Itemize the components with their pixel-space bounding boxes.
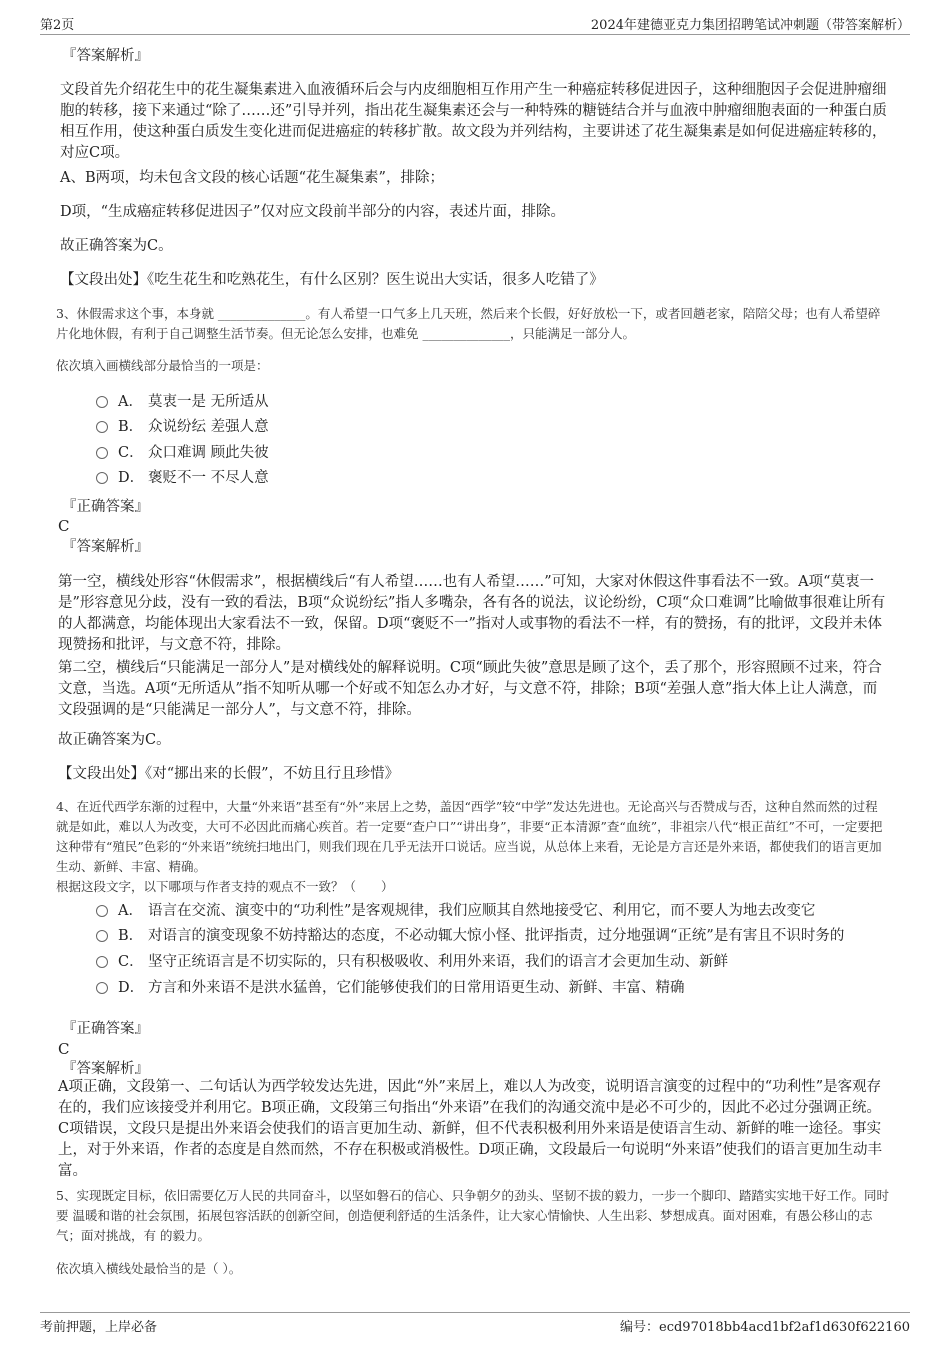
radio-icon[interactable] <box>96 930 108 942</box>
option-a[interactable]: A． 莫衷一是 无所适从 <box>96 391 269 413</box>
question-stem: 3、休假需求这个事，本身就 ______________。有人希望一口气多上几天班，然后来个长假，好好放松一下，或者回趟老家，陪陪父母；也有人希望碎片化地休假，有利于自己调整生活节奏。但无论怎么安排，也难免 ______________，只能满足一部分人。 <box>56 306 881 341</box>
option-b[interactable]: B． 众说纷纭 差强人意 <box>96 416 269 438</box>
analysis-paragraph: 故正确答案为C。 <box>58 732 171 748</box>
document-title: 2024年建德亚克力集团招聘笔试冲刺题（带答案解析） <box>590 18 910 33</box>
analysis-paragraph: D项，“生成癌症转移促进因子”仅对应文段前半部分的内容，表述片面，排除。 <box>60 204 565 220</box>
page-number: 第2页 <box>40 18 75 33</box>
question-prompt: 根据这段文字，以下哪项与作者支持的观点不一致？（ ） <box>56 879 394 894</box>
source-citation: 【文段出处】《吃生花生和吃熟花生，有什么区别？医生说出大实话，很多人吃错了》 <box>60 272 604 288</box>
document-id: 编号：ecd97018bb4acd1bf2af1d630f622160 <box>620 1320 910 1335</box>
option-c[interactable]: C． 众口难调 顾此失彼 <box>96 442 269 464</box>
radio-icon[interactable] <box>96 447 108 459</box>
answer-tag: 『正确答案』 <box>62 499 149 515</box>
analysis-paragraph: A、B两项，均未包含文段的核心话题“花生凝集素”，排除； <box>60 170 444 186</box>
analysis-paragraph: 第二空，横线后“只能满足一部分人”是对横线处的解释说明。C项“顾此失彼”意思是顾了这个，丢了那个，形容照顾不过来，符合文意，当选。A项“无所适从”指不知听从哪一个好或不知怎么办才好，与文意不符，排除；B项“差强人意”指大体上让人满意，而文段强调的是“只能满足一部分人”，与文意不符，排除。 <box>58 660 882 718</box>
analysis-tag: 『答案解析』 <box>62 1061 149 1077</box>
radio-icon[interactable] <box>96 956 108 968</box>
analysis-paragraph: 文段首先介绍花生中的花生凝集素进入血液循环后会与内皮细胞相互作用产生一种癌症转移促进因子，这种细胞因子会促进肿瘤细胞的转移，接下来通过“除了……还”引导并列，指出花生凝集素还会与一种特殊的糖链结合并与血液中肿瘤细胞表面的一种蛋白质相互作用，使这种蛋白质发生变化进而促进癌症的转移扩散。故文段为并列结构，主要讲述了花生凝集素是如何促进癌症转移的，对应C项。 <box>60 82 887 161</box>
analysis-paragraph: 第一空，横线处形容“休假需求”，根据横线后“有人希望……也有人希望……”可知，大家对休假这件事看法不一致。A项“莫衷一是”形容意见分歧，没有一致的看法，B项“众说纷纭”指人多嘴杂，各有各的说法，议论纷纷，C项“众口难调”比喻做事很难让所有的人都满意，均能体现出大家看法不一致，保留。D项“褒贬不一”指对人或事物的看法不一样，有的赞扬，有的批评，文段并未体现赞扬和批评，与文意不符，排除。 <box>58 574 886 653</box>
radio-icon[interactable] <box>96 421 108 433</box>
radio-icon[interactable] <box>96 905 108 917</box>
answer-tag: 『正确答案』 <box>62 1021 149 1037</box>
page-footer <box>40 1312 910 1336</box>
option-a[interactable]: A． 语言在交流、演变中的“功利性”是客观规律，我们应顺其自然地接受它、利用它，而不要人为地去改变它 <box>96 900 815 922</box>
option-c[interactable]: C． 坚守正统语言是不切实际的，只有积极吸收、利用外来语，我们的语言才会更加生动、新鲜 <box>96 951 728 973</box>
option-d[interactable]: D． 方言和外来语不是洪水猛兽，它们能够使我们的日常用语更生动、新鲜、丰富、精确 <box>96 977 685 999</box>
radio-icon[interactable] <box>96 472 108 484</box>
answer-value: C <box>58 1040 70 1058</box>
question-stem: 4、在近代西学东渐的过程中，大量“外来语”甚至有“外”来居上之势，盖因“西学”较“中学”发达先进也。无论高兴与否赞成与否，这种自然而然的过程就是如此，难以人为改变，大可不必因此而痛心疾首。若一定要“查户口”“讲出身”，非要“正本清源”查“血统”，非祖宗八代“根正苗红”不可，一定要把这种带有“殖民”色彩的“外来语”统统扫地出门，则我们现在几乎无法开口说话。应当说，从总体上来看，无论是方言还是外来语，都使我们的语言更加生动、新鲜、丰富、精确。 <box>56 799 883 874</box>
radio-icon[interactable] <box>96 982 108 994</box>
analysis-tag: 『答案解析』 <box>62 539 149 555</box>
question-prompt: 依次填入画横线部分最恰当的一项是： <box>56 358 269 373</box>
question-prompt: 依次填入横线处最恰当的是（ ）。 <box>56 1261 242 1276</box>
option-b[interactable]: B． 对语言的演变现象不妨持豁达的态度，不必动辄大惊小怪、批评指责，过分地强调“正统”是有害且不识时务的 <box>96 925 844 947</box>
analysis-paragraph: A项正确，文段第一、二句话认为西学较发达先进，因此“外”来居上，难以人为改变，说明语言演变的过程中的“功利性”是客观存在的，我们应该接受并利用它。B项正确，文段第三句指出“外来语”在我们的沟通交流中是必不可少的，因此不必过分强调正统。C项错误，文段只是提出外来语会使我们的语言更加生动、新鲜，但不代表积极利用外来语是使语言生动、新鲜的唯一途径。事实上，对于外来语，作者的态度是自然而然，不存在积极或消极性。D项正确，文段最后一句说明“外来语”使我们的语言更加生动丰富。 <box>58 1079 882 1179</box>
answer-value: C <box>58 517 70 535</box>
question-stem: 5、实现既定目标，依旧需要亿万人民的共同奋斗，以坚如磐石的信心、只争朝夕的劲头、坚韧不拔的毅力，一步一个脚印、踏踏实实地干好工作。同时要 温暖和谐的社会氛围，拓展包容活跃的创新空间，创造便利舒适的生活条件，让大家心情愉快、人生出彩、梦想成真。面对困难，有愚公移山的志气；面对挑战，有 的毅力。 <box>56 1188 889 1243</box>
footer-slogan: 考前押题，上岸必备 <box>40 1320 158 1335</box>
option-d[interactable]: D． 褒贬不一 不尽人意 <box>96 467 269 489</box>
analysis-paragraph: 故正确答案为C。 <box>60 238 173 254</box>
analysis-tag: 『答案解析』 <box>62 48 149 64</box>
radio-icon[interactable] <box>96 396 108 408</box>
source-citation: 【文段出处】《对“挪出来的长假”，不妨且行且珍惜》 <box>58 766 400 782</box>
page-header <box>40 14 910 35</box>
